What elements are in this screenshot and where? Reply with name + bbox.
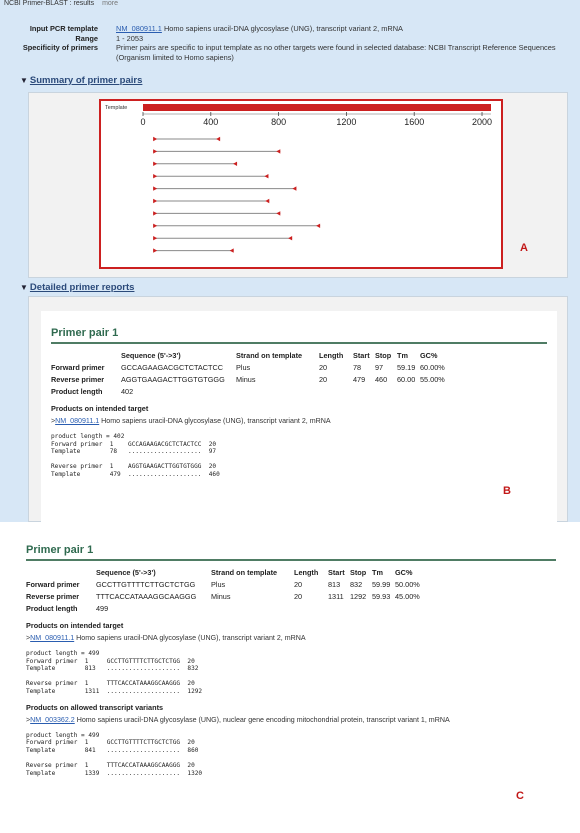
forward-primer-marker — [153, 149, 157, 153]
col-header: Length — [319, 350, 344, 360]
variants-heading: Products on allowed transcript variants — [26, 702, 164, 712]
reverse-primer-marker — [292, 186, 296, 190]
info-row-template — [12, 24, 572, 34]
forward-primer-marker — [153, 211, 157, 215]
intended-target-hit: >NM_080911.1 Homo sapiens uracil-DNA glycosylase (UNG), transcript variant 2, mRNA — [26, 634, 306, 642]
forward-primer-marker — [153, 162, 157, 166]
axis-tick-label: 400 — [203, 117, 219, 127]
axis-tick-label: 1600 — [404, 117, 425, 127]
product-length-value: 402 — [121, 386, 134, 396]
template-description: Homo sapiens uracil-DNA glycosylase (UNG), transcript variant 2, mRNA — [161, 24, 403, 33]
variant-alignment: product length = 499 Forward primer 1 GCCTTGTTTTCTTGCTCTGG 20 Template 841 .................... 860 Reverse primer 1 TTTCACCATAAAGGCAAGGG 20 Template 1339 .................... 1320 — [26, 731, 203, 777]
window-title: NCBI Primer-BLAST : results — [4, 0, 95, 7]
primer-summary-svg — [101, 101, 501, 267]
accession-link[interactable]: NM_080911.1 — [30, 634, 75, 642]
summary-panel — [28, 92, 568, 278]
detail-panel — [28, 296, 568, 522]
forward-primer-row: Forward primer GCCTTGTTTTCTTGCTCTGG Plus 20 813 832 59.99 50.00% — [26, 579, 420, 589]
reverse-primer-marker — [216, 137, 220, 141]
col-header: Strand on template — [236, 350, 303, 360]
primer-sequence: GCCTTGTTTTCTTGCTCTGG — [96, 579, 196, 589]
figure-label-a: A — [520, 242, 528, 254]
product-length-row: Product length 402 — [51, 385, 450, 397]
summary-section-title: Summary of primer pairs — [29, 75, 143, 86]
title-divider — [26, 559, 556, 561]
forward-primer-row: Forward primer GCCAGAAGACGCTCTACTCC Plus 20 78 97 59.19 60.00% — [51, 362, 445, 372]
axis-tick-label: 1200 — [336, 117, 357, 127]
axis-tick-label: 2000 — [472, 117, 493, 127]
info-row-specificity — [12, 43, 572, 62]
reverse-primer-marker — [276, 149, 280, 153]
reverse-primer-marker — [288, 236, 292, 240]
col-header: Tm — [397, 350, 408, 360]
reverse-primer-marker — [230, 248, 234, 252]
input-info — [12, 24, 572, 62]
primer-pair-title: Primer pair 1 — [51, 327, 119, 339]
col-header: GC% — [420, 350, 438, 360]
triangle-down-icon: ▼ — [20, 283, 28, 292]
window-topbar — [4, 0, 118, 7]
range-value: 1 - 2053 — [116, 33, 144, 43]
primer-report-b — [41, 311, 557, 522]
col-header: Tm — [372, 567, 383, 577]
figure-label-b: B — [503, 485, 511, 497]
col-header: Start — [328, 567, 345, 577]
more-link[interactable]: more — [102, 0, 119, 7]
col-header: GC% — [395, 567, 413, 577]
forward-primer-marker — [153, 174, 157, 178]
primer-sequence: AGGTGAAGACTTGGTGTGGG — [121, 374, 225, 384]
accession-link[interactable]: NM_003362.2 — [30, 715, 75, 724]
primer-report-c — [12, 536, 580, 833]
col-header: Start — [353, 350, 370, 360]
info-key: Range — [75, 33, 98, 43]
template-label: Template — [105, 105, 128, 111]
forward-primer-marker — [153, 224, 157, 228]
triangle-down-icon: ▼ — [20, 76, 28, 85]
primer-table-header — [26, 566, 425, 578]
forward-primer-marker — [153, 236, 157, 240]
figure-label-c: C — [516, 790, 524, 802]
axis-tick-label: 0 — [140, 117, 146, 127]
col-header: Length — [294, 567, 319, 577]
product-length-value: 499 — [96, 603, 109, 613]
accession-link[interactable]: NM_080911.1 — [55, 417, 100, 425]
intended-target-heading: Products on intended target — [26, 621, 124, 630]
variant-hit: >NM_003362.2 Homo sapiens uracil-DNA glycosylase (UNG), nuclear gene encoding mitochondrial protein, transcript variant 1, mRNA — [26, 715, 450, 724]
template-bar — [143, 104, 491, 111]
forward-primer-marker — [153, 199, 157, 203]
title-divider — [51, 342, 547, 344]
specificity-value: Primer pairs are specific to input template as no other targets were found in selected database: NCBI Transcript Reference Sequences (Organism limited to Homo sapiens) — [116, 43, 556, 62]
reverse-primer-marker — [264, 174, 268, 178]
reverse-primer-marker — [265, 199, 269, 203]
primer-table-header — [51, 349, 450, 361]
col-header: Sequence (5'->3') — [121, 350, 181, 360]
intended-target-heading: Products on intended target — [51, 404, 149, 413]
primer-sequence: TTTCACCATAAAGGCAAGGG — [96, 591, 197, 601]
primer-alignment: product length = 499 Forward primer 1 GCCTTGTTTTCTTGCTCTGG 20 Template 813 .................... 832 Reverse primer 1 TTTCACCATAAAGGCAAGGG 20 Template 1311 .................... 1292 — [26, 650, 203, 695]
primer-pair-title: Primer pair 1 — [26, 544, 94, 556]
detail-section-toggle[interactable] — [20, 282, 134, 293]
col-header: Stop — [350, 567, 367, 577]
info-row-range — [12, 34, 572, 44]
detail-section-title: Detailed primer reports — [29, 282, 135, 293]
product-length-row: Product length 499 — [26, 602, 425, 614]
reverse-primer-marker — [233, 162, 237, 166]
primer-table — [51, 349, 450, 397]
forward-primer-marker — [153, 137, 157, 141]
primer-alignment: product length = 402 Forward primer 1 GCCAGAAGACGCTCTACTCC 20 Template 78 .................... 97 Reverse primer 1 AGGTGAAGACTTGGTGTGGG 20 Template 479 .................... 460 — [51, 433, 220, 478]
summary-section-toggle[interactable] — [20, 75, 142, 86]
reverse-primer-row: Reverse primer TTTCACCATAAAGGCAAGGG Minus 20 1311 1292 59.93 45.00% — [26, 591, 420, 601]
forward-primer-marker — [153, 186, 157, 190]
primer-summary-graphic — [99, 99, 503, 269]
col-header: Strand on template — [211, 567, 278, 577]
reverse-primer-marker — [316, 224, 320, 228]
intended-target-hit: >NM_080911.1 Homo sapiens uracil-DNA glycosylase (UNG), transcript variant 2, mRNA — [51, 417, 331, 425]
reverse-primer-marker — [276, 211, 280, 215]
template-accession-link[interactable]: NM_080911.1 — [116, 24, 162, 33]
col-header: Stop — [375, 350, 392, 360]
forward-primer-marker — [153, 248, 157, 252]
axis-tick-label: 800 — [271, 117, 287, 127]
info-key: Specificity of primers — [22, 43, 98, 52]
info-key: Input PCR template — [29, 24, 98, 33]
col-header: Sequence (5'->3') — [96, 567, 156, 577]
primer-table — [26, 566, 425, 614]
reverse-primer-row: Reverse primer AGGTGAAGACTTGGTGTGGG Minus 20 479 460 60.00 55.00% — [51, 374, 445, 384]
primer-sequence: GCCAGAAGACGCTCTACTCC — [121, 362, 224, 372]
